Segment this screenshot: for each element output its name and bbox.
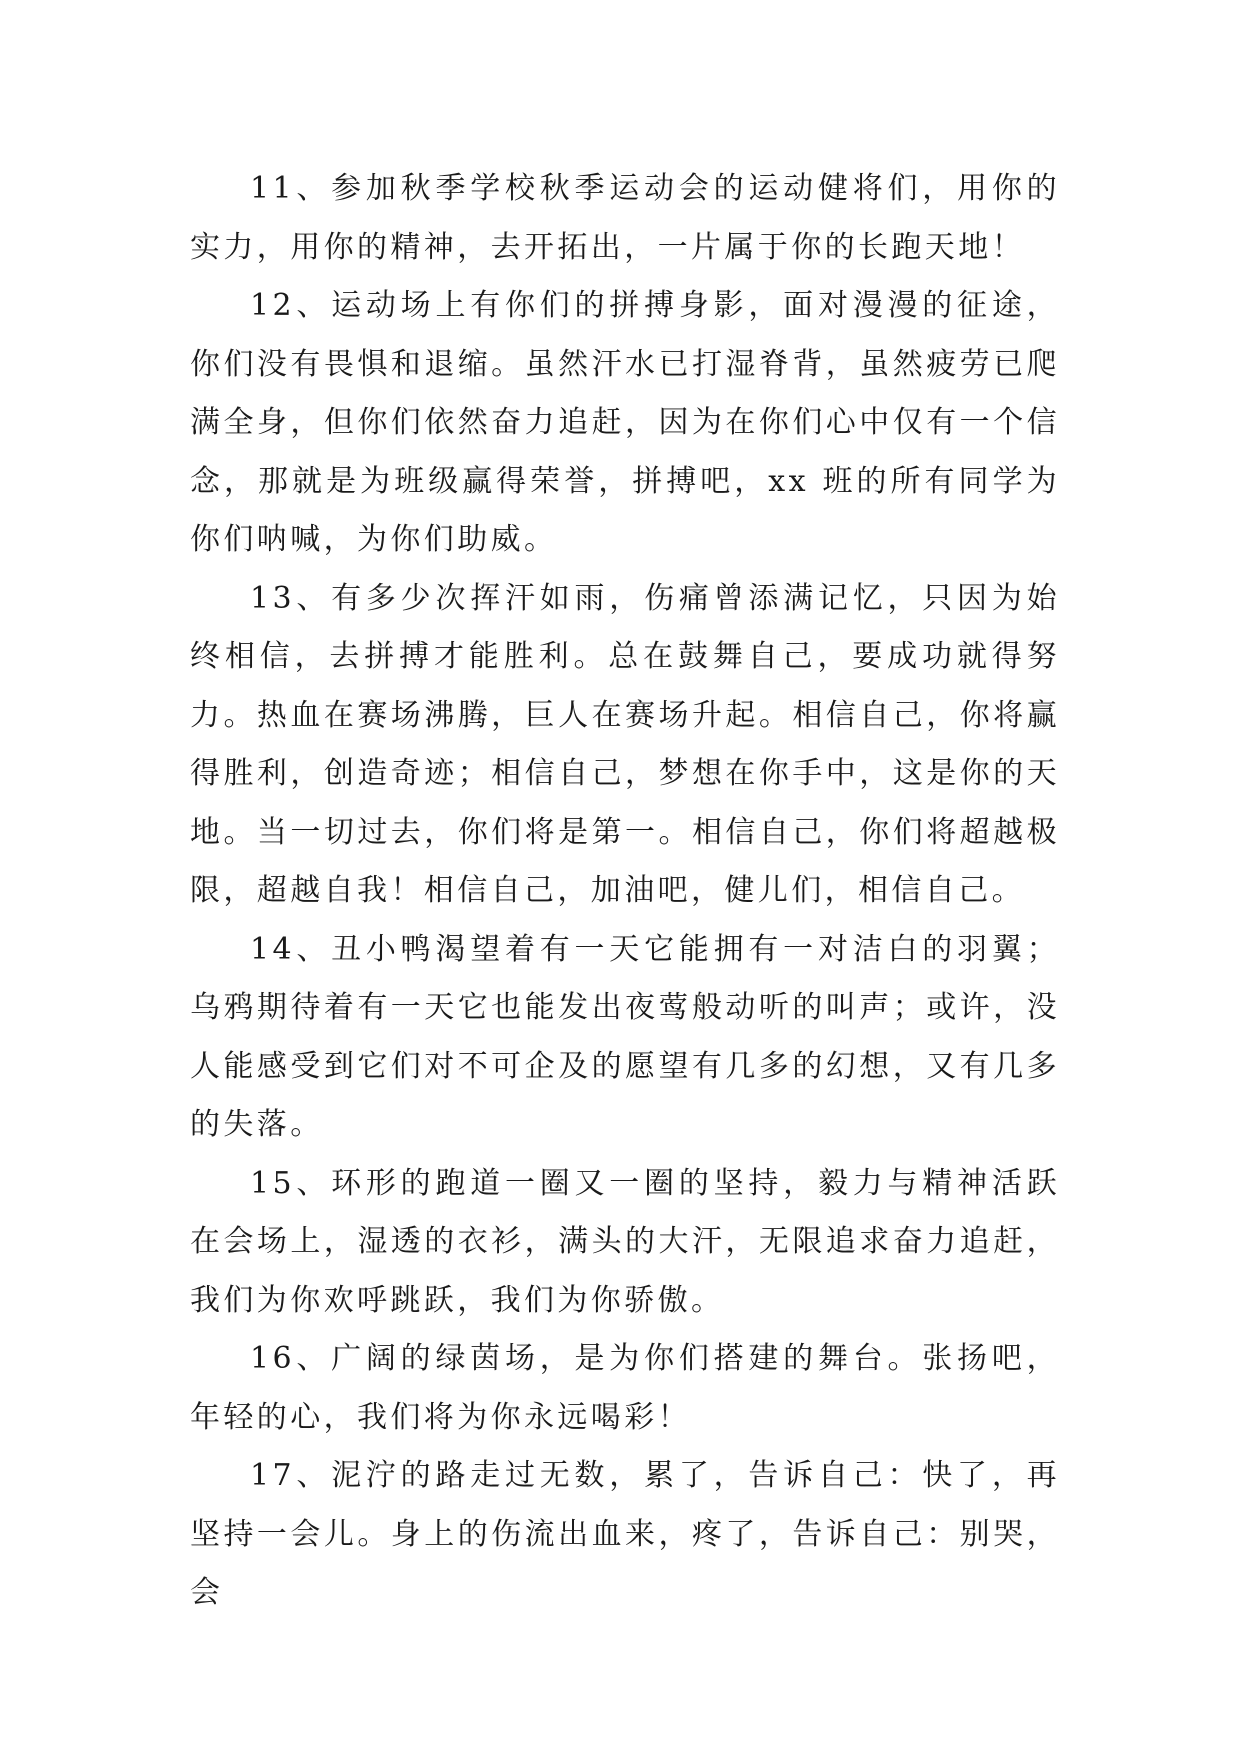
paragraph-17: 17、泥泞的路走过无数，累了，告诉自己：快了，再坚持一会儿。身上的伤流出血来，疼了，告诉自己：别哭，会: [190, 1458, 1060, 1610]
paragraph-11: 11、参加秋季学校秋季运动会的运动健将们，用你的实力，用你的精神，去开拓出，一片属于你的长跑天地！: [190, 171, 1060, 265]
paragraph-16: 16、广阔的绿茵场，是为你们搭建的舞台。张扬吧，年轻的心，我们将为你永远喝彩！: [190, 1341, 1060, 1435]
paragraph-14: 14、丑小鸭渴望着有一天它能拥有一对洁白的羽翼；乌鸦期待着有一天它也能发出夜莺般动听的叫声；或许，没人能感受到它们对不可企及的愿望有几多的幻想，又有几多的失落。: [190, 931, 1060, 1142]
paragraph-13: 13、有多少次挥汗如雨，伤痛曾添满记忆，只因为始终相信，去拼搏才能胜利。总在鼓舞自己，要成功就得努力。热血在赛场沸腾，巨人在赛场升起。相信自己，你将赢得胜利，创造奇迹；相信自己，梦想在你手中，这是你的天地。当一切过去，你们将是第一。相信自己，你们将超越极限，超越自我！相信自己，加油吧，健儿们，相信自己。: [190, 580, 1060, 908]
body-text: [190, 160, 1060, 1623]
paragraph-12: 12、运动场上有你们的拼搏身影，面对漫漫的征途，你们没有畏惧和退缩。虽然汗水已打湿脊背，虽然疲劳已爬满全身，但你们依然奋力追赶，因为在你们心中仅有一个信念，那就是为班级赢得荣誉，拼搏吧，xx 班的所有同学为你们呐喊，为你们助威。: [190, 288, 1060, 557]
paragraph-15: 15、环形的跑道一圈又一圈的坚持，毅力与精神活跃在会场上，湿透的衣衫，满头的大汗，无限追求奋力追赶，我们为你欢呼跳跃，我们为你骄傲。: [190, 1165, 1060, 1318]
